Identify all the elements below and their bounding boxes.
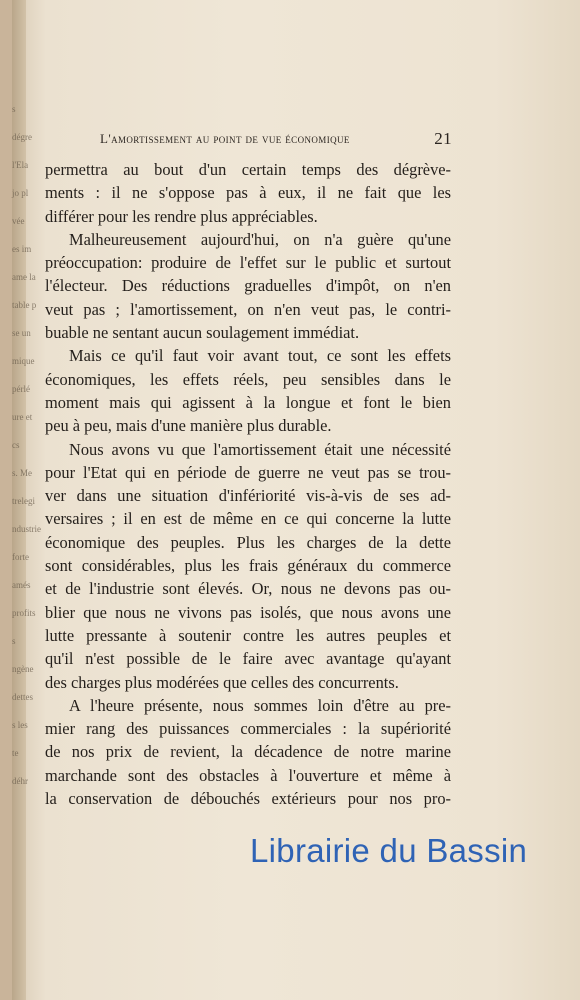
- bleed-fragment: cs: [12, 440, 20, 450]
- bleed-fragment: profits: [12, 608, 36, 618]
- text-line: Nous avons vu que l'amortissement était une nécessité: [69, 439, 451, 459]
- bleed-fragment: amés: [12, 580, 31, 590]
- text-line: qu'il n'est possible de le faire avec avantage qu'ayant: [45, 649, 451, 669]
- text-line: blier que nous ne vivons pas isolés, que nous avons une: [45, 602, 451, 622]
- bleed-fragment: es im: [12, 244, 32, 254]
- text-line: marchande sont des obstacles à l'ouverture et même à: [45, 765, 451, 785]
- body-text: [45, 158, 451, 810]
- bleed-fragment: mique: [12, 356, 35, 366]
- page-number: 21: [434, 129, 452, 148]
- bleed-fragment: l'Ela: [12, 160, 29, 170]
- bleed-fragment: ngène: [12, 664, 34, 674]
- watermark: Librairie du Bassin: [250, 832, 528, 869]
- text-line: versaires ; il en est de même en ce qui concerne la lutte: [45, 509, 451, 529]
- bleed-fragment: jo pl: [12, 188, 29, 198]
- text-line: Mais ce qu'il faut voir avant tout, ce sont les effets: [69, 346, 451, 366]
- text-line: sont considérables, plus les frais généraux du commerce: [45, 556, 451, 576]
- text-line: différer pour les rendre plus appréciables.: [45, 206, 318, 226]
- bleed-fragment: ndustrie: [12, 524, 41, 534]
- text-line: ver dans une situation d'infériorité vis-à-vis de ses ad-: [45, 486, 451, 506]
- text-line: A l'heure présente, nous sommes loin d'être au pre-: [69, 695, 451, 715]
- text-line: l'électeur. Des réductions graduelles d'impôt, on n'en: [45, 276, 451, 296]
- text-line: veut pas ; l'amortissement, on n'en veut pas, le contri-: [45, 299, 451, 319]
- bleed-fragment: pérlé: [12, 384, 30, 394]
- text-line: moment mais qui agissent à la longue et font le bien: [45, 392, 451, 412]
- text-line: la conservation de débouchés extérieurs pour nos pro-: [45, 789, 451, 809]
- bleed-through-text: [12, 95, 41, 875]
- bleed-fragment: dégre: [12, 132, 32, 142]
- text-line: préoccupation: produire de l'effet sur le public et surtout: [45, 253, 451, 273]
- bleed-fragment: vée: [12, 216, 25, 226]
- text-line: buable ne sentant aucun soulagement immédiat.: [45, 323, 360, 343]
- text-line: mier rang des puissances commerciales : la supériorité: [45, 719, 451, 739]
- text-line: peu à peu, mais d'une manière plus durable.: [45, 416, 332, 436]
- running-header: [100, 131, 452, 151]
- bleed-fragment: se un: [12, 328, 31, 338]
- bleed-fragment: s: [12, 104, 16, 114]
- bleed-fragment: dettes: [12, 692, 33, 702]
- bleed-fragment: te: [12, 748, 19, 758]
- text-line: économique des peuples. Plus les charges de la dette: [45, 532, 451, 552]
- bleed-fragment: s: [12, 636, 16, 646]
- text-line: permettra au bout d'un certain temps des dégrève-: [45, 160, 451, 179]
- text-line: des charges plus modérées que celles des concurrents.: [45, 672, 399, 692]
- text-line: ments : il ne s'oppose pas à eux, il ne fait que les: [45, 183, 451, 203]
- text-line: lutte pressante à soutenir contre les autres peuples et: [45, 625, 451, 645]
- text-line: et de l'industrie sont élevés. Or, nous ne devons pas ou-: [45, 579, 451, 599]
- bleed-fragment: forte: [12, 552, 29, 562]
- text-line: économiques, les effets réels, peu sensibles dans le: [45, 369, 451, 389]
- text-line: de nos prix de revient, la décadence de notre marine: [45, 742, 451, 762]
- text-line: pour l'Etat qui en période de guerre ne veut pas se trou-: [45, 462, 451, 482]
- bleed-fragment: déhr: [12, 776, 28, 786]
- bleed-fragment: ure et: [12, 412, 33, 422]
- bleed-fragment: ame la: [12, 272, 36, 282]
- header-title: L'amortissement au point de vue économique: [100, 131, 350, 146]
- bleed-fragment: s. Me: [12, 468, 32, 478]
- bleed-fragment: table p: [12, 300, 37, 310]
- bleed-fragment: trelegi: [12, 496, 35, 506]
- text-line: Malheureusement aujourd'hui, on n'a guère qu'une: [69, 229, 451, 249]
- bleed-fragment: s les: [12, 720, 28, 730]
